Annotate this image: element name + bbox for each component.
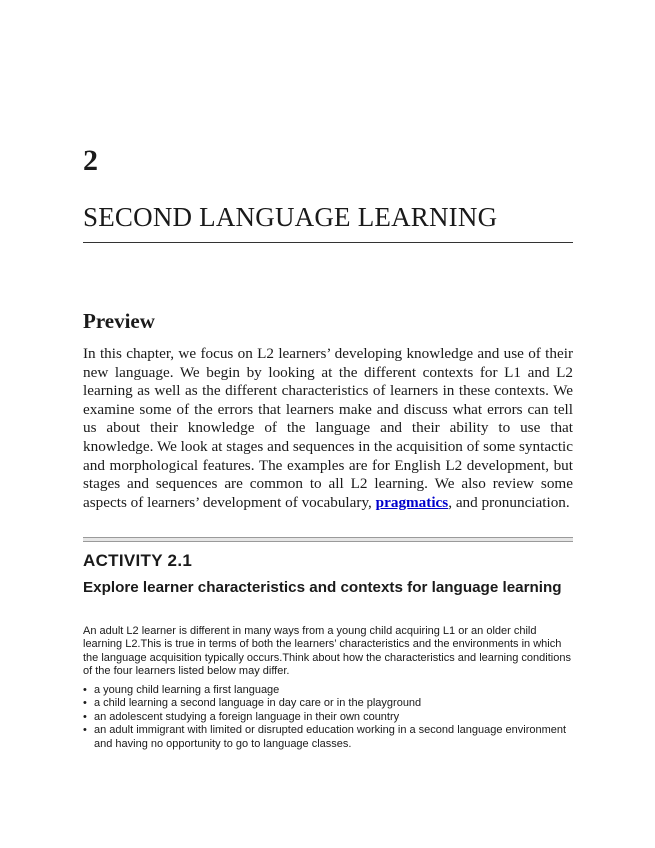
- preview-text-end: , and pronunciation.: [448, 493, 570, 511]
- list-item: [83, 724, 573, 751]
- activity-divider: [83, 537, 573, 542]
- list-item: [83, 711, 573, 724]
- title-divider: [83, 242, 573, 243]
- bullet-icon: •: [83, 697, 87, 710]
- bullet-icon: •: [83, 684, 87, 696]
- preview-text-start: In this chapter, we focus on L2 learners’ developing knowledge and use of their new language. We begin by looking at the different contexts for L1 and L2 learning as well as the different characteristics of learners in these contexts. We examine some of the errors that learners make and discuss what errors can tell us about their knowledge of the language and their ability to use that knowledge. We look at stages and sequences in the acquisition of some syntactic and morphological features. The examples are for English L2 development, but stages and sequences are common to all L2 learning. We also review some aspects of learners’ development of vocabulary,: [83, 345, 573, 511]
- preview-heading: Preview: [83, 309, 155, 333]
- bullet-icon: •: [83, 724, 87, 737]
- list-item-text: a child learning a second language in day care or in the playground: [94, 697, 422, 710]
- list-item: [83, 697, 573, 710]
- list-item-text: a young child learning a first language: [94, 684, 280, 696]
- activity-heading: ACTIVITY 2.1: [83, 551, 193, 570]
- list-item: [83, 684, 573, 697]
- preview-paragraph: [83, 345, 573, 512]
- list-item-text: an adolescent studying a foreign language in their own country: [94, 710, 400, 723]
- pragmatics-link[interactable]: pragmatics: [375, 493, 449, 511]
- activity-paragraph: An adult L2 learner is different in many ways from a young child acquiring L1 or an older child learning L2.This is true in terms of both the learners’ characteristics and the environments in which the language acquisition typically occurs.Think about how the characteristics and learning conditions of the four learners listed below may differ.: [83, 625, 571, 678]
- chapter-number: 2: [83, 144, 98, 177]
- activity-subheading: Explore learner characteristics and contexts for language learning: [83, 579, 562, 596]
- chapter-title: SECOND LANGUAGE LEARNING: [83, 202, 498, 232]
- bullet-icon: •: [83, 710, 87, 723]
- learner-list: [83, 684, 573, 751]
- list-item-text: an adult immigrant with limited or disrupted education working in a second language environment and having no opportunity to go to language classes.: [94, 724, 567, 750]
